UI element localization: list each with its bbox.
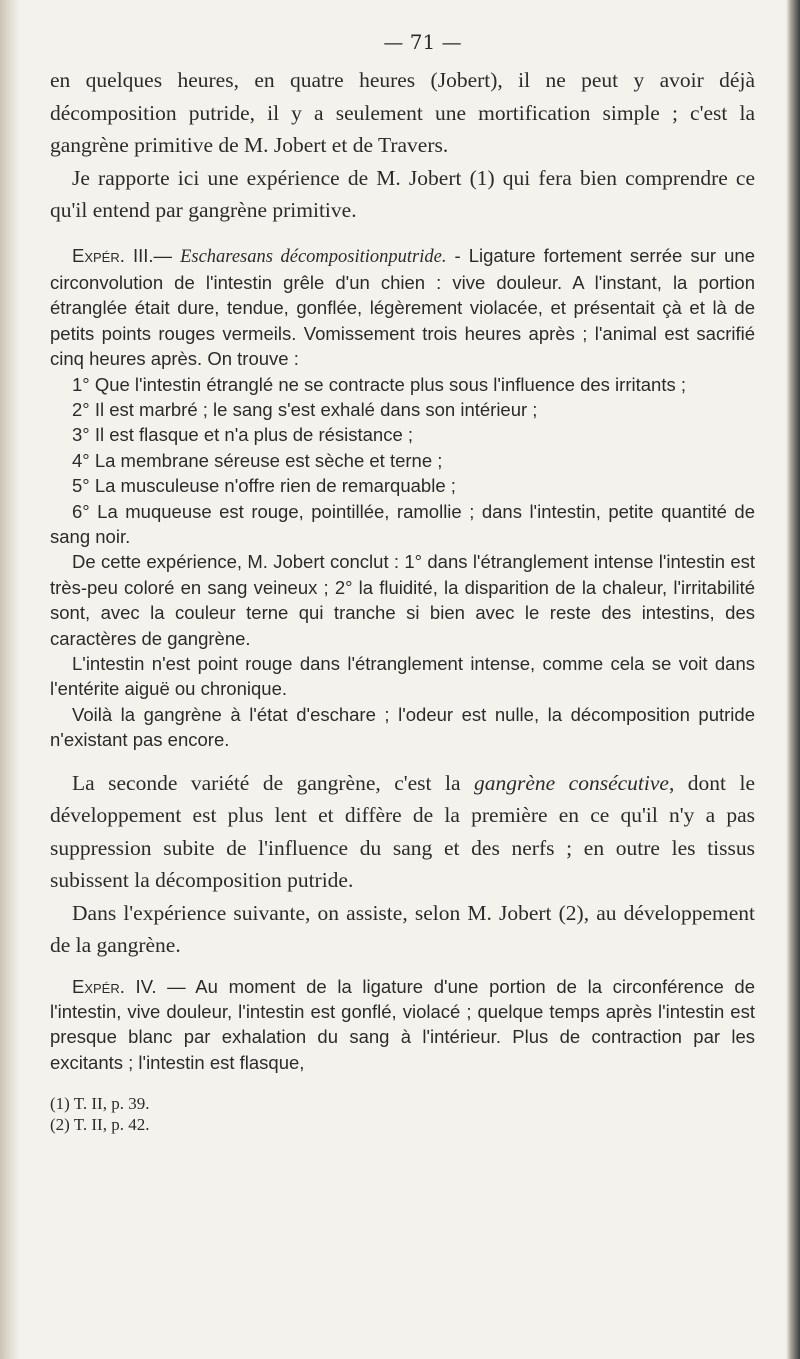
experiment-3-enteritis: L'intestin n'est point rouge dans l'étranglement intense, comme cela se voit dans l'entérite aiguë ou chronique. — [50, 653, 755, 700]
footnotes — [50, 1093, 755, 1135]
intro-paragraph-2: Je rapporte ici une expérience de M. Jobert (1) qui fera bien comprendre ce qu'il entend par gangrène primitive. — [50, 165, 755, 222]
second-variety-paragraph — [50, 767, 755, 897]
page-edge-shadow — [786, 0, 800, 1359]
finding-5: 5° La musculeuse n'offre rien de remarquable ; — [72, 475, 456, 497]
finding-6: 6° La muqueuse est rouge, pointillée, ramollie ; dans l'intestin, petite quantité de sang noir. — [50, 500, 755, 547]
experiment-4-paragraph — [50, 974, 755, 1076]
finding-2: 2° Il est marbré ; le sang s'est exhalé dans son intérieur ; — [72, 398, 538, 420]
second-variety-paragraph-2: Dans l'expérience suivante, on assiste, selon M. Jobert (2), au développement de la gangrène. — [50, 900, 755, 958]
second-variety-pre: La seconde variété de gangrène, c'est la — [72, 770, 474, 795]
experiment-4-label: Expér. IV. — [72, 975, 157, 997]
finding-4: 4° La membrane séreuse est sèche et terne ; — [72, 449, 443, 471]
intro-paragraph-1: en quelques heures, en quatre heures (Jobert), il ne peut y avoir déjà décomposition putride, il y a seulement une mortification simple ; c'est la gangrène primitive de M. Jobert et de Travers. — [50, 68, 755, 157]
experiment-4-text: — Au moment de la ligature d'une portion de la circonférence de l'intestin, vive douleur, l'intestin est gonflé, violacé ; quelque temps après l'intestin est presque blanc par exhalation du sang à l'intérieur. Plus de contraction par les excitants ; l'intestin est flasque, — [50, 975, 755, 1073]
second-variety-term: gangrène consécutive — [473, 770, 669, 795]
experiment-3-label: Expér. III.— — [72, 244, 173, 266]
footnote-1: (1) T. II, p. 39. — [50, 1094, 150, 1114]
experiment-3-intro: - Ligature fortement serrée sur une circonvolution de l'intestin grêle d'un chien : vive douleur. A l'instant, la portion étranglée était dure, tendue, gonflée, légèrement violacée, et présentait çà et là de petits points rouges vermeils. Vomissement trois heures après ; l'animal est sacrifié cinq heures après. On trouve : — [50, 244, 755, 370]
second-variety-post: , dont le développement est plus lent et diffère de la première en ce qu'il n'y a pas suppression subite de l'influence du sang et des nerfs ; en outre les tissus subissent la décomposition putride. — [50, 770, 755, 893]
book-binding-shadow — [0, 0, 20, 1359]
experiment-3-title: Escharesans décompositionputride. — [180, 246, 447, 267]
finding-3: 3° Il est flasque et n'a plus de résistance ; — [72, 424, 414, 446]
footnote-2: (2) T. II, p. 42. — [50, 1115, 150, 1135]
experiment-3-conclusion: De cette expérience, M. Jobert conclut : 1° dans l'étranglement intense l'intestin est très-peu coloré en sang veineux ; 2° la fluidité, la disparition de la chaleur, l'irritabilité sont, avec la couleur terne qui tranche si bien avec le reste des intestins, des caractères de gangrène. — [50, 551, 755, 649]
page-content — [50, 30, 755, 1135]
experiment-3-header — [50, 243, 755, 372]
experiment-3-eschar: Voilà la gangrène à l'état d'eschare ; l'odeur est nulle, la décomposition putride n'existant pas encore. — [50, 703, 755, 751]
finding-1: 1° Que l'intestin étranglé ne se contracte plus sous l'influence des irritants ; — [72, 373, 686, 395]
page-number: — 71 — — [383, 30, 462, 54]
